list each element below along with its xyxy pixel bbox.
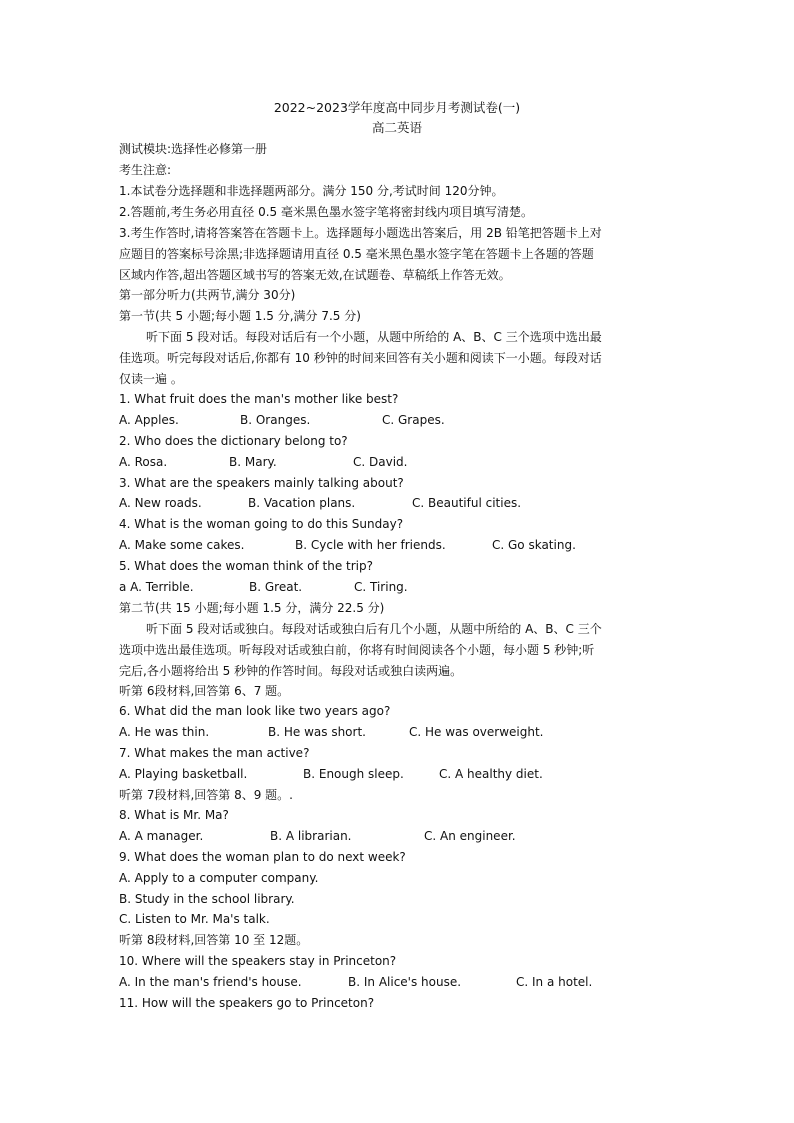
option-c: C. He was overweight. bbox=[409, 725, 544, 739]
section2-instruction: 完后,各小题将给出 5 秒钟的作答时间。每段对话或独白读两遍。 bbox=[119, 664, 463, 678]
option-b: B. Vacation plans. bbox=[248, 496, 356, 510]
notice-line: 应题目的答案标号涂黑;非选择题请用直径 0.5 毫米黑色墨水签字笔在答题卡上各题的答题 bbox=[119, 247, 594, 261]
option-b: B. Great. bbox=[249, 580, 303, 594]
part1-heading: 第一部分听力(共两节,满分 30分) bbox=[119, 288, 296, 302]
material-prompt: 听第 7段材料,回答第 8、9 题。. bbox=[119, 788, 293, 802]
notice-line: 1.本试卷分选择题和非选择题两部分。满分 150 分,考试时间 120分钟。 bbox=[119, 184, 504, 198]
option-b: B. Study in the school library. bbox=[119, 892, 295, 906]
option-a: A. A manager. bbox=[119, 829, 204, 843]
option-c: C. An engineer. bbox=[424, 829, 516, 843]
section1-heading: 第一节(共 5 小题;每小题 1.5 分,满分 7.5 分) bbox=[119, 309, 361, 323]
option-c: C. Beautiful cities. bbox=[412, 496, 522, 510]
question-text: 9. What does the woman plan to do next week? bbox=[119, 850, 406, 864]
option-c: C. In a hotel. bbox=[516, 975, 593, 989]
section1-instruction: 佳选项。听完每段对话后,你都有 10 秒钟的时间来回答有关小题和阅读下一小题。每段对话 bbox=[119, 351, 602, 365]
test-module: 测试模块:选择性必修第一册 bbox=[119, 142, 268, 156]
exam-subject: 高二英语 bbox=[371, 120, 422, 135]
section2-instruction: 听下面 5 段对话或独白。每段对话或独白后有几个小题，从题中所给的 A、B、C 三个 bbox=[146, 622, 602, 636]
material-prompt: 听第 8段材料,回答第 10 至 12题。 bbox=[119, 933, 309, 947]
option-b: B. Enough sleep. bbox=[303, 767, 404, 781]
question-text: 5. What does the woman think of the trip? bbox=[119, 559, 374, 573]
question-text: 6. What did the man look like two years ago? bbox=[119, 704, 391, 718]
option-a: A. Apples. bbox=[119, 413, 179, 427]
question-text: 1. What fruit does the man's mother like best? bbox=[119, 392, 399, 406]
option-c: C. A healthy diet. bbox=[439, 767, 543, 781]
question-text: 7. What makes the man active? bbox=[119, 746, 310, 760]
option-a: A. New roads. bbox=[119, 496, 202, 510]
option-c: C. David. bbox=[353, 455, 408, 469]
option-c: C. Grapes. bbox=[382, 413, 445, 427]
option-b: B. A librarian. bbox=[270, 829, 352, 843]
question-text: 10. Where will the speakers stay in Princeton? bbox=[119, 954, 397, 968]
option-b: B. He was short. bbox=[268, 725, 366, 739]
question-text: 3. What are the speakers mainly talking about? bbox=[119, 476, 404, 490]
notice-title: 考生注意: bbox=[119, 163, 172, 177]
option-a: A. Apply to a computer company. bbox=[119, 871, 319, 885]
question-text: 4. What is the woman going to do this Sunday? bbox=[119, 517, 404, 531]
option-c: C. Tiring. bbox=[354, 580, 408, 594]
section2-heading: 第二节(共 15 小题;每小题 1.5 分，满分 22.5 分) bbox=[119, 601, 385, 615]
option-a: A. Rosa. bbox=[119, 455, 168, 469]
option-c: C. Listen to Mr. Ma's talk. bbox=[119, 912, 270, 926]
question-text: 8. What is Mr. Ma? bbox=[119, 808, 229, 822]
material-prompt: 听第 6段材料,回答第 6、7 题。 bbox=[119, 684, 290, 698]
option-a: a A. Terrible. bbox=[119, 580, 194, 594]
question-text: 11. How will the speakers go to Princeton? bbox=[119, 996, 375, 1010]
option-b: B. Oranges. bbox=[240, 413, 311, 427]
notice-line: 3.考生作答时,请将答案答在答题卡上。选择题每小题选出答案后，用 2B 铅笔把答题卡上对 bbox=[119, 226, 602, 240]
option-c: C. Go skating. bbox=[492, 538, 576, 552]
section1-instruction: 听下面 5 段对话。每段对话后有一个小题，从题中所给的 A、B、C 三个选项中选出最 bbox=[146, 330, 602, 344]
section2-instruction: 选项中选出最佳选项。听每段对话或独白前，你将有时间阅读各个小题，每小题 5 秒钟;听 bbox=[119, 643, 595, 657]
exam-title: 2022~2023学年度高中同步月考测试卷(一) bbox=[273, 100, 521, 115]
notice-line: 2.答题前,考生务必用直径 0.5 毫米黑色墨水签字笔将密封线内项目填写清楚。 bbox=[119, 205, 533, 219]
option-a: A. In the man's friend's house. bbox=[119, 975, 302, 989]
option-a: A. Playing basketball. bbox=[119, 767, 248, 781]
question-text: 2. Who does the dictionary belong to? bbox=[119, 434, 348, 448]
notice-line: 区域内作答,超出答题区域书写的答案无效,在试题卷、草稿纸上作答无效。 bbox=[119, 268, 511, 282]
option-b: B. Cycle with her friends. bbox=[295, 538, 446, 552]
option-a: A. He was thin. bbox=[119, 725, 210, 739]
section1-instruction: 仅读一遍 。 bbox=[119, 372, 183, 386]
option-b: B. In Alice's house. bbox=[348, 975, 462, 989]
option-b: B. Mary. bbox=[229, 455, 277, 469]
option-a: A. Make some cakes. bbox=[119, 538, 245, 552]
